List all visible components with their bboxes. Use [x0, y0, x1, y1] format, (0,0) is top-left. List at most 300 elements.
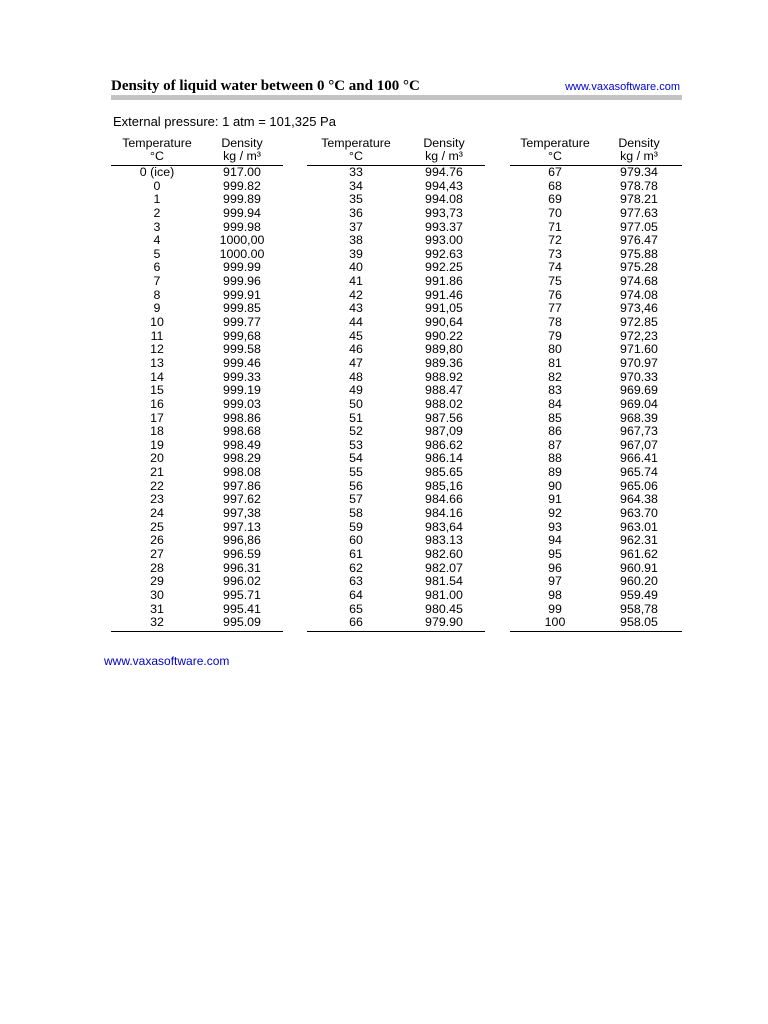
table-row	[510, 180, 682, 194]
density-cell: 960.20	[620, 574, 658, 589]
density-cell: 972.85	[620, 315, 658, 330]
table-row	[111, 425, 283, 439]
density-cell: 994.08	[425, 192, 463, 207]
temperature-cell: 45	[349, 328, 363, 343]
temperature-cell: 75	[548, 274, 562, 289]
table-row	[307, 548, 485, 562]
temperature-unit: °C	[349, 149, 363, 163]
temperature-cell: 35	[349, 192, 363, 207]
temperature-cell: 79	[548, 328, 562, 343]
density-cell: 960.91	[620, 560, 658, 575]
temperature-cell: 67	[548, 165, 562, 179]
density-cell: 986.62	[425, 437, 463, 452]
table-row	[510, 234, 682, 248]
table-row	[510, 603, 682, 617]
title-divider	[111, 95, 682, 100]
density-table-1	[111, 137, 283, 632]
temperature-cell: 91	[548, 492, 562, 507]
density-cell: 976.47	[620, 233, 658, 248]
density-cell: 965.74	[620, 465, 658, 480]
table-row	[307, 384, 485, 398]
density-cell: 975.88	[620, 246, 658, 261]
table-row	[111, 480, 283, 494]
temperature-cell: 34	[349, 178, 363, 193]
table-row	[111, 275, 283, 289]
table-row	[510, 466, 682, 480]
density-cell: 990.22	[425, 328, 463, 343]
temperature-cell: 96	[548, 560, 562, 575]
density-cell: 958,78	[620, 601, 658, 616]
density-cell: 988.92	[425, 369, 463, 384]
temperature-cell: 4	[153, 233, 161, 248]
density-cell: 981.54	[425, 574, 463, 589]
temperature-cell: 29	[150, 574, 164, 589]
temperature-cell: 55	[349, 465, 363, 480]
density-cell: 991.46	[425, 287, 463, 302]
table-row	[307, 193, 485, 207]
temperature-cell: 46	[349, 342, 363, 357]
density-cell: 971.60	[620, 342, 658, 357]
density-cell: 999.46	[223, 355, 261, 370]
density-cell: 998.68	[223, 424, 261, 439]
density-header: Density	[423, 136, 465, 150]
table-row	[111, 193, 283, 207]
table-row	[510, 398, 682, 412]
density-cell: 999.94	[223, 205, 261, 220]
density-cell: 998.86	[223, 410, 261, 425]
table-row	[510, 221, 682, 235]
table-body	[307, 166, 485, 632]
density-cell: 959.49	[620, 587, 658, 602]
temperature-cell: 24	[150, 506, 164, 521]
density-cell: 969.69	[620, 383, 658, 398]
density-cell: 977.05	[620, 219, 658, 234]
temperature-cell: 90	[548, 478, 562, 493]
temperature-cell: 10	[150, 315, 164, 330]
table-row	[111, 248, 283, 262]
density-cell: 997.62	[223, 492, 261, 507]
temperature-cell: 50	[349, 396, 363, 411]
density-cell: 996.02	[223, 574, 261, 589]
density-cell: 987.56	[425, 410, 463, 425]
temperature-cell: 84	[548, 396, 562, 411]
table-row	[510, 493, 682, 507]
table-row	[111, 493, 283, 507]
temperature-cell: 63	[349, 574, 363, 589]
temperature-cell: 42	[349, 287, 363, 302]
table-row	[307, 371, 485, 385]
table-row	[307, 316, 485, 330]
temperature-cell: 12	[150, 342, 164, 357]
density-cell: 1000.00	[219, 246, 265, 261]
footer-website-link[interactable]: www.vaxasoftware.com	[104, 654, 230, 668]
table-row	[111, 439, 283, 453]
density-cell: 985,16	[425, 478, 463, 493]
density-cell: 981.00	[425, 587, 463, 602]
density-cell: 982.60	[425, 546, 463, 561]
table-header	[111, 137, 283, 166]
table-row	[307, 425, 485, 439]
density-cell: 999.33	[223, 369, 261, 384]
temperature-cell: 77	[548, 301, 562, 316]
density-cell: 983.13	[425, 533, 463, 548]
temperature-cell: 13	[150, 355, 164, 370]
table-row	[307, 452, 485, 466]
density-cell: 996.31	[223, 560, 261, 575]
table-row	[510, 425, 682, 439]
density-cell: 990,64	[425, 315, 463, 330]
table-row	[510, 207, 682, 221]
temperature-cell: 70	[548, 205, 562, 220]
table-row	[510, 589, 682, 603]
density-cell: 997.13	[223, 519, 261, 534]
table-row	[510, 616, 682, 630]
density-cell: 986.14	[425, 451, 463, 466]
density-cell: 965.06	[620, 478, 658, 493]
density-table-2	[307, 137, 485, 632]
table-row	[510, 261, 682, 275]
temperature-cell: 22	[150, 478, 164, 493]
table-row	[307, 343, 485, 357]
density-cell: 974.68	[620, 274, 658, 289]
temperature-cell: 97	[548, 574, 562, 589]
temperature-cell: 93	[548, 519, 562, 534]
table-row	[111, 330, 283, 344]
table-row	[111, 371, 283, 385]
temperature-cell: 57	[349, 492, 363, 507]
table-row	[111, 466, 283, 480]
table-row	[510, 275, 682, 289]
density-cell: 962.31	[620, 533, 658, 548]
density-cell: 984.66	[425, 492, 463, 507]
temperature-cell: 25	[150, 519, 164, 534]
table-row	[510, 452, 682, 466]
table-row	[111, 289, 283, 303]
temperature-cell: 88	[548, 451, 562, 466]
table-row	[111, 616, 283, 630]
density-cell: 999.19	[223, 383, 261, 398]
table-header	[510, 137, 682, 166]
table-row	[307, 562, 485, 576]
density-cell: 999.99	[223, 260, 261, 275]
temperature-cell: 28	[150, 560, 164, 575]
temperature-cell: 89	[548, 465, 562, 480]
temperature-cell: 0 (ice)	[139, 165, 175, 179]
temperature-cell: 83	[548, 383, 562, 398]
density-cell: 988.02	[425, 396, 463, 411]
table-row	[510, 562, 682, 576]
table-row	[510, 507, 682, 521]
temperature-cell: 3	[153, 219, 161, 234]
table-row	[111, 589, 283, 603]
table-row	[307, 534, 485, 548]
density-cell: 999.91	[223, 287, 261, 302]
temperature-cell: 5	[153, 246, 161, 261]
table-body	[111, 166, 283, 632]
table-row	[307, 180, 485, 194]
table-row	[307, 521, 485, 535]
table-row	[111, 302, 283, 316]
temperature-cell: 59	[349, 519, 363, 534]
temperature-cell: 95	[548, 546, 562, 561]
density-cell: 987,09	[425, 424, 463, 439]
table-row	[307, 302, 485, 316]
density-cell: 999.82	[223, 178, 261, 193]
density-cell: 993,73	[425, 205, 463, 220]
table-row	[510, 384, 682, 398]
temperature-cell: 23	[150, 492, 164, 507]
density-cell: 968.39	[620, 410, 658, 425]
density-cell: 994.76	[425, 165, 463, 179]
density-cell: 998.08	[223, 465, 261, 480]
density-cell: 995.09	[223, 615, 261, 630]
temperature-cell: 80	[548, 342, 562, 357]
density-cell: 999.85	[223, 301, 261, 316]
table-row	[510, 166, 682, 180]
table-row	[510, 575, 682, 589]
temperature-cell: 19	[150, 437, 164, 452]
table-row	[307, 480, 485, 494]
temperature-cell: 2	[153, 205, 161, 220]
density-unit: kg / m³	[223, 149, 261, 163]
density-cell: 974.08	[620, 287, 658, 302]
pressure-note: External pressure: 1 atm = 101,325 Pa	[113, 114, 336, 129]
density-cell: 973,46	[620, 301, 658, 316]
table-row	[307, 234, 485, 248]
table-row	[111, 548, 283, 562]
density-cell: 994,43	[425, 178, 463, 193]
temperature-cell: 15	[150, 383, 164, 398]
temperature-cell: 9	[153, 301, 161, 316]
density-cell: 997,38	[223, 506, 261, 521]
density-cell: 978.78	[620, 178, 658, 193]
temperature-header: Temperature	[122, 136, 192, 150]
temperature-cell: 85	[548, 410, 562, 425]
table-row	[111, 575, 283, 589]
density-cell: 999.89	[223, 192, 261, 207]
table-row	[307, 616, 485, 630]
temperature-cell: 92	[548, 506, 562, 521]
density-cell: 964.38	[620, 492, 658, 507]
table-row	[307, 603, 485, 617]
temperature-cell: 52	[349, 424, 363, 439]
temperature-cell: 54	[349, 451, 363, 466]
table-row	[510, 330, 682, 344]
table-row	[111, 234, 283, 248]
temperature-cell: 76	[548, 287, 562, 302]
table-row	[111, 261, 283, 275]
density-cell: 984.16	[425, 506, 463, 521]
table-row	[307, 466, 485, 480]
table-row	[510, 289, 682, 303]
temperature-cell: 20	[150, 451, 164, 466]
density-cell: 995.41	[223, 601, 261, 616]
table-row	[510, 343, 682, 357]
temperature-cell: 69	[548, 192, 562, 207]
temperature-cell: 33	[349, 165, 363, 179]
temperature-cell: 47	[349, 355, 363, 370]
table-row	[307, 507, 485, 521]
density-cell: 961.62	[620, 546, 658, 561]
temperature-cell: 71	[548, 219, 562, 234]
table-row	[510, 412, 682, 426]
table-row	[307, 166, 485, 180]
density-cell: 975.28	[620, 260, 658, 275]
density-cell: 998.49	[223, 437, 261, 452]
temperature-cell: 68	[548, 178, 562, 193]
table-row	[111, 166, 283, 180]
density-cell: 989,80	[425, 342, 463, 357]
density-cell: 998.29	[223, 451, 261, 466]
temperature-cell: 30	[150, 587, 164, 602]
density-cell: 992.25	[425, 260, 463, 275]
density-cell: 979.34	[620, 165, 658, 179]
temperature-cell: 0	[153, 178, 161, 193]
page-title: Density of liquid water between 0 °C and 100 °C	[111, 78, 420, 94]
temperature-cell: 43	[349, 301, 363, 316]
density-cell: 978.21	[620, 192, 658, 207]
density-cell: 967,07	[620, 437, 658, 452]
table-row	[510, 302, 682, 316]
table-row	[111, 357, 283, 371]
temperature-cell: 98	[548, 587, 562, 602]
density-cell: 992.63	[425, 246, 463, 261]
temperature-cell: 36	[349, 205, 363, 220]
table-row	[510, 548, 682, 562]
temperature-cell: 49	[349, 383, 363, 398]
density-cell: 985.65	[425, 465, 463, 480]
temperature-cell: 53	[349, 437, 363, 452]
table-row	[510, 521, 682, 535]
table-row	[111, 452, 283, 466]
temperature-cell: 6	[153, 260, 161, 275]
header-website-link[interactable]: www.vaxasoftware.com	[565, 81, 680, 93]
density-header: Density	[618, 136, 660, 150]
temperature-cell: 82	[548, 369, 562, 384]
temperature-cell: 56	[349, 478, 363, 493]
density-cell: 983,64	[425, 519, 463, 534]
temperature-cell: 14	[150, 369, 164, 384]
temperature-cell: 72	[548, 233, 562, 248]
table-row	[307, 398, 485, 412]
temperature-cell: 48	[349, 369, 363, 384]
density-cell: 963.70	[620, 506, 658, 521]
temperature-cell: 41	[349, 274, 363, 289]
table-row	[307, 330, 485, 344]
temperature-cell: 11	[150, 328, 164, 343]
density-cell: 999.98	[223, 219, 261, 234]
temperature-cell: 60	[349, 533, 363, 548]
table-row	[111, 221, 283, 235]
table-row	[111, 562, 283, 576]
table-row	[307, 439, 485, 453]
table-row	[307, 275, 485, 289]
table-row	[510, 316, 682, 330]
temperature-cell: 40	[349, 260, 363, 275]
temperature-cell: 74	[548, 260, 562, 275]
temperature-cell: 86	[548, 424, 562, 439]
density-cell: 970.33	[620, 369, 658, 384]
temperature-cell: 65	[349, 601, 363, 616]
temperature-header: Temperature	[520, 136, 590, 150]
density-cell: 993.37	[425, 219, 463, 234]
table-row	[510, 439, 682, 453]
density-cell: 977.63	[620, 205, 658, 220]
density-cell: 969.04	[620, 396, 658, 411]
density-cell: 967,73	[620, 424, 658, 439]
density-cell: 917.00	[223, 165, 261, 179]
table-row	[111, 316, 283, 330]
density-cell: 970.97	[620, 355, 658, 370]
density-cell: 995.71	[223, 587, 261, 602]
table-row	[510, 357, 682, 371]
density-cell: 996,86	[223, 533, 261, 548]
temperature-cell: 62	[349, 560, 363, 575]
density-cell: 996.59	[223, 546, 261, 561]
temperature-header: Temperature	[321, 136, 391, 150]
density-cell: 1000,00	[219, 233, 265, 248]
table-row	[111, 207, 283, 221]
table-row	[111, 521, 283, 535]
temperature-cell: 27	[150, 546, 164, 561]
density-cell: 993.00	[425, 233, 463, 248]
density-cell: 966.41	[620, 451, 658, 466]
temperature-cell: 32	[150, 615, 164, 630]
density-cell: 972,23	[620, 328, 658, 343]
temperature-cell: 16	[150, 396, 164, 411]
table-row	[111, 384, 283, 398]
density-cell: 980.45	[425, 601, 463, 616]
table-row	[307, 357, 485, 371]
temperature-cell: 37	[349, 219, 363, 234]
table-row	[111, 603, 283, 617]
temperature-cell: 99	[548, 601, 562, 616]
table-row	[510, 480, 682, 494]
temperature-cell: 100	[544, 615, 566, 630]
density-cell: 991,05	[425, 301, 463, 316]
table-row	[307, 289, 485, 303]
temperature-cell: 7	[153, 274, 161, 289]
table-body	[510, 166, 682, 632]
table-row	[307, 221, 485, 235]
table-row	[307, 412, 485, 426]
table-row	[111, 343, 283, 357]
table-row	[510, 371, 682, 385]
density-cell: 963.01	[620, 519, 658, 534]
temperature-cell: 87	[548, 437, 562, 452]
density-cell: 982.07	[425, 560, 463, 575]
density-table-3	[510, 137, 682, 632]
temperature-cell: 51	[349, 410, 363, 425]
density-cell: 989.36	[425, 355, 463, 370]
density-unit: kg / m³	[620, 149, 658, 163]
temperature-cell: 73	[548, 246, 562, 261]
temperature-cell: 31	[150, 601, 164, 616]
table-row	[307, 493, 485, 507]
table-row	[307, 261, 485, 275]
temperature-cell: 44	[349, 315, 363, 330]
temperature-cell: 39	[349, 246, 363, 261]
temperature-cell: 8	[153, 287, 161, 302]
table-row	[307, 207, 485, 221]
temperature-cell: 21	[150, 465, 164, 480]
temperature-cell: 38	[349, 233, 363, 248]
table-row	[111, 507, 283, 521]
density-cell: 958.05	[620, 615, 658, 630]
density-cell: 999.77	[223, 315, 261, 330]
temperature-cell: 26	[150, 533, 164, 548]
density-unit: kg / m³	[425, 149, 463, 163]
